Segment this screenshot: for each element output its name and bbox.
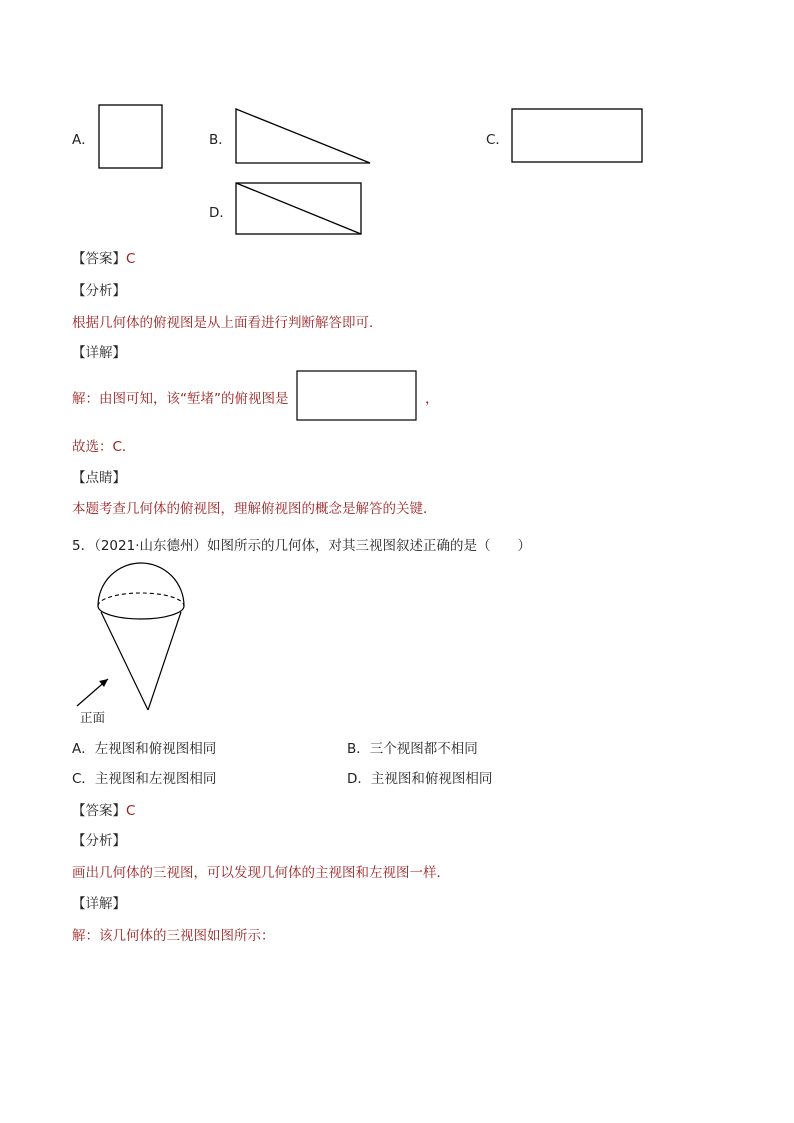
option-a-label: A．: [72, 132, 95, 148]
q5-stem: 5．（2021·山东德州）如图所示的几何体，对其三视图叙述正确的是（ ）: [72, 538, 531, 554]
q5-analysis-text: 画出几何体的三视图，可以发现几何体的主视图和左视图一样．: [72, 865, 450, 881]
detail-text: 解：由图可知，该“堑堵”的俯视图是: [72, 391, 289, 407]
analysis-tag: 【分析】: [72, 283, 126, 299]
answer-tag: 【答案】: [72, 251, 126, 267]
comment-text: 本题考查几何体的俯视图，理解俯视图的概念是解答的关键．: [72, 501, 437, 517]
top-view-rectangle: [296, 370, 418, 422]
q5-detail-text: 解：该几何体的三视图如图所示：: [72, 928, 275, 944]
conclusion-text: 故选：C．: [72, 439, 136, 455]
q5-answer-line: [72, 799, 135, 819]
q5-detail-tag: 【详解】: [72, 896, 126, 912]
q5-analysis-tag: 【分析】: [72, 833, 126, 849]
answer-value: C: [126, 803, 136, 819]
option-b-triangle: [235, 108, 373, 166]
option-d-rectangle-diagonal: [235, 182, 363, 236]
option-b-label: B．: [209, 132, 232, 148]
detail-tag: 【详解】: [72, 345, 126, 361]
detail-comma: ，: [425, 391, 439, 407]
q4-answer-line: [72, 247, 135, 267]
option-c-rectangle: [511, 108, 644, 165]
answer-value: C: [126, 251, 136, 267]
q5-choice-c: C．主视图和左视图相同: [72, 771, 217, 787]
option-c-label: C．: [486, 132, 509, 148]
option-a-square: [98, 104, 164, 170]
hemisphere-cone-figure: [70, 560, 195, 725]
option-d-label: D．: [209, 205, 233, 221]
q5-choice-a: A．左视图和俯视图相同: [72, 741, 217, 757]
answer-tag: 【答案】: [72, 803, 126, 819]
comment-tag: 【点睛】: [72, 470, 126, 486]
front-view-label: 正面: [80, 710, 106, 725]
q5-choice-b: B．三个视图都不相同: [347, 741, 478, 757]
analysis-text: 根据几何体的俯视图是从上面看进行判断解答即可．: [72, 315, 383, 331]
q5-choice-d: D．主视图和俯视图相同: [347, 771, 493, 787]
